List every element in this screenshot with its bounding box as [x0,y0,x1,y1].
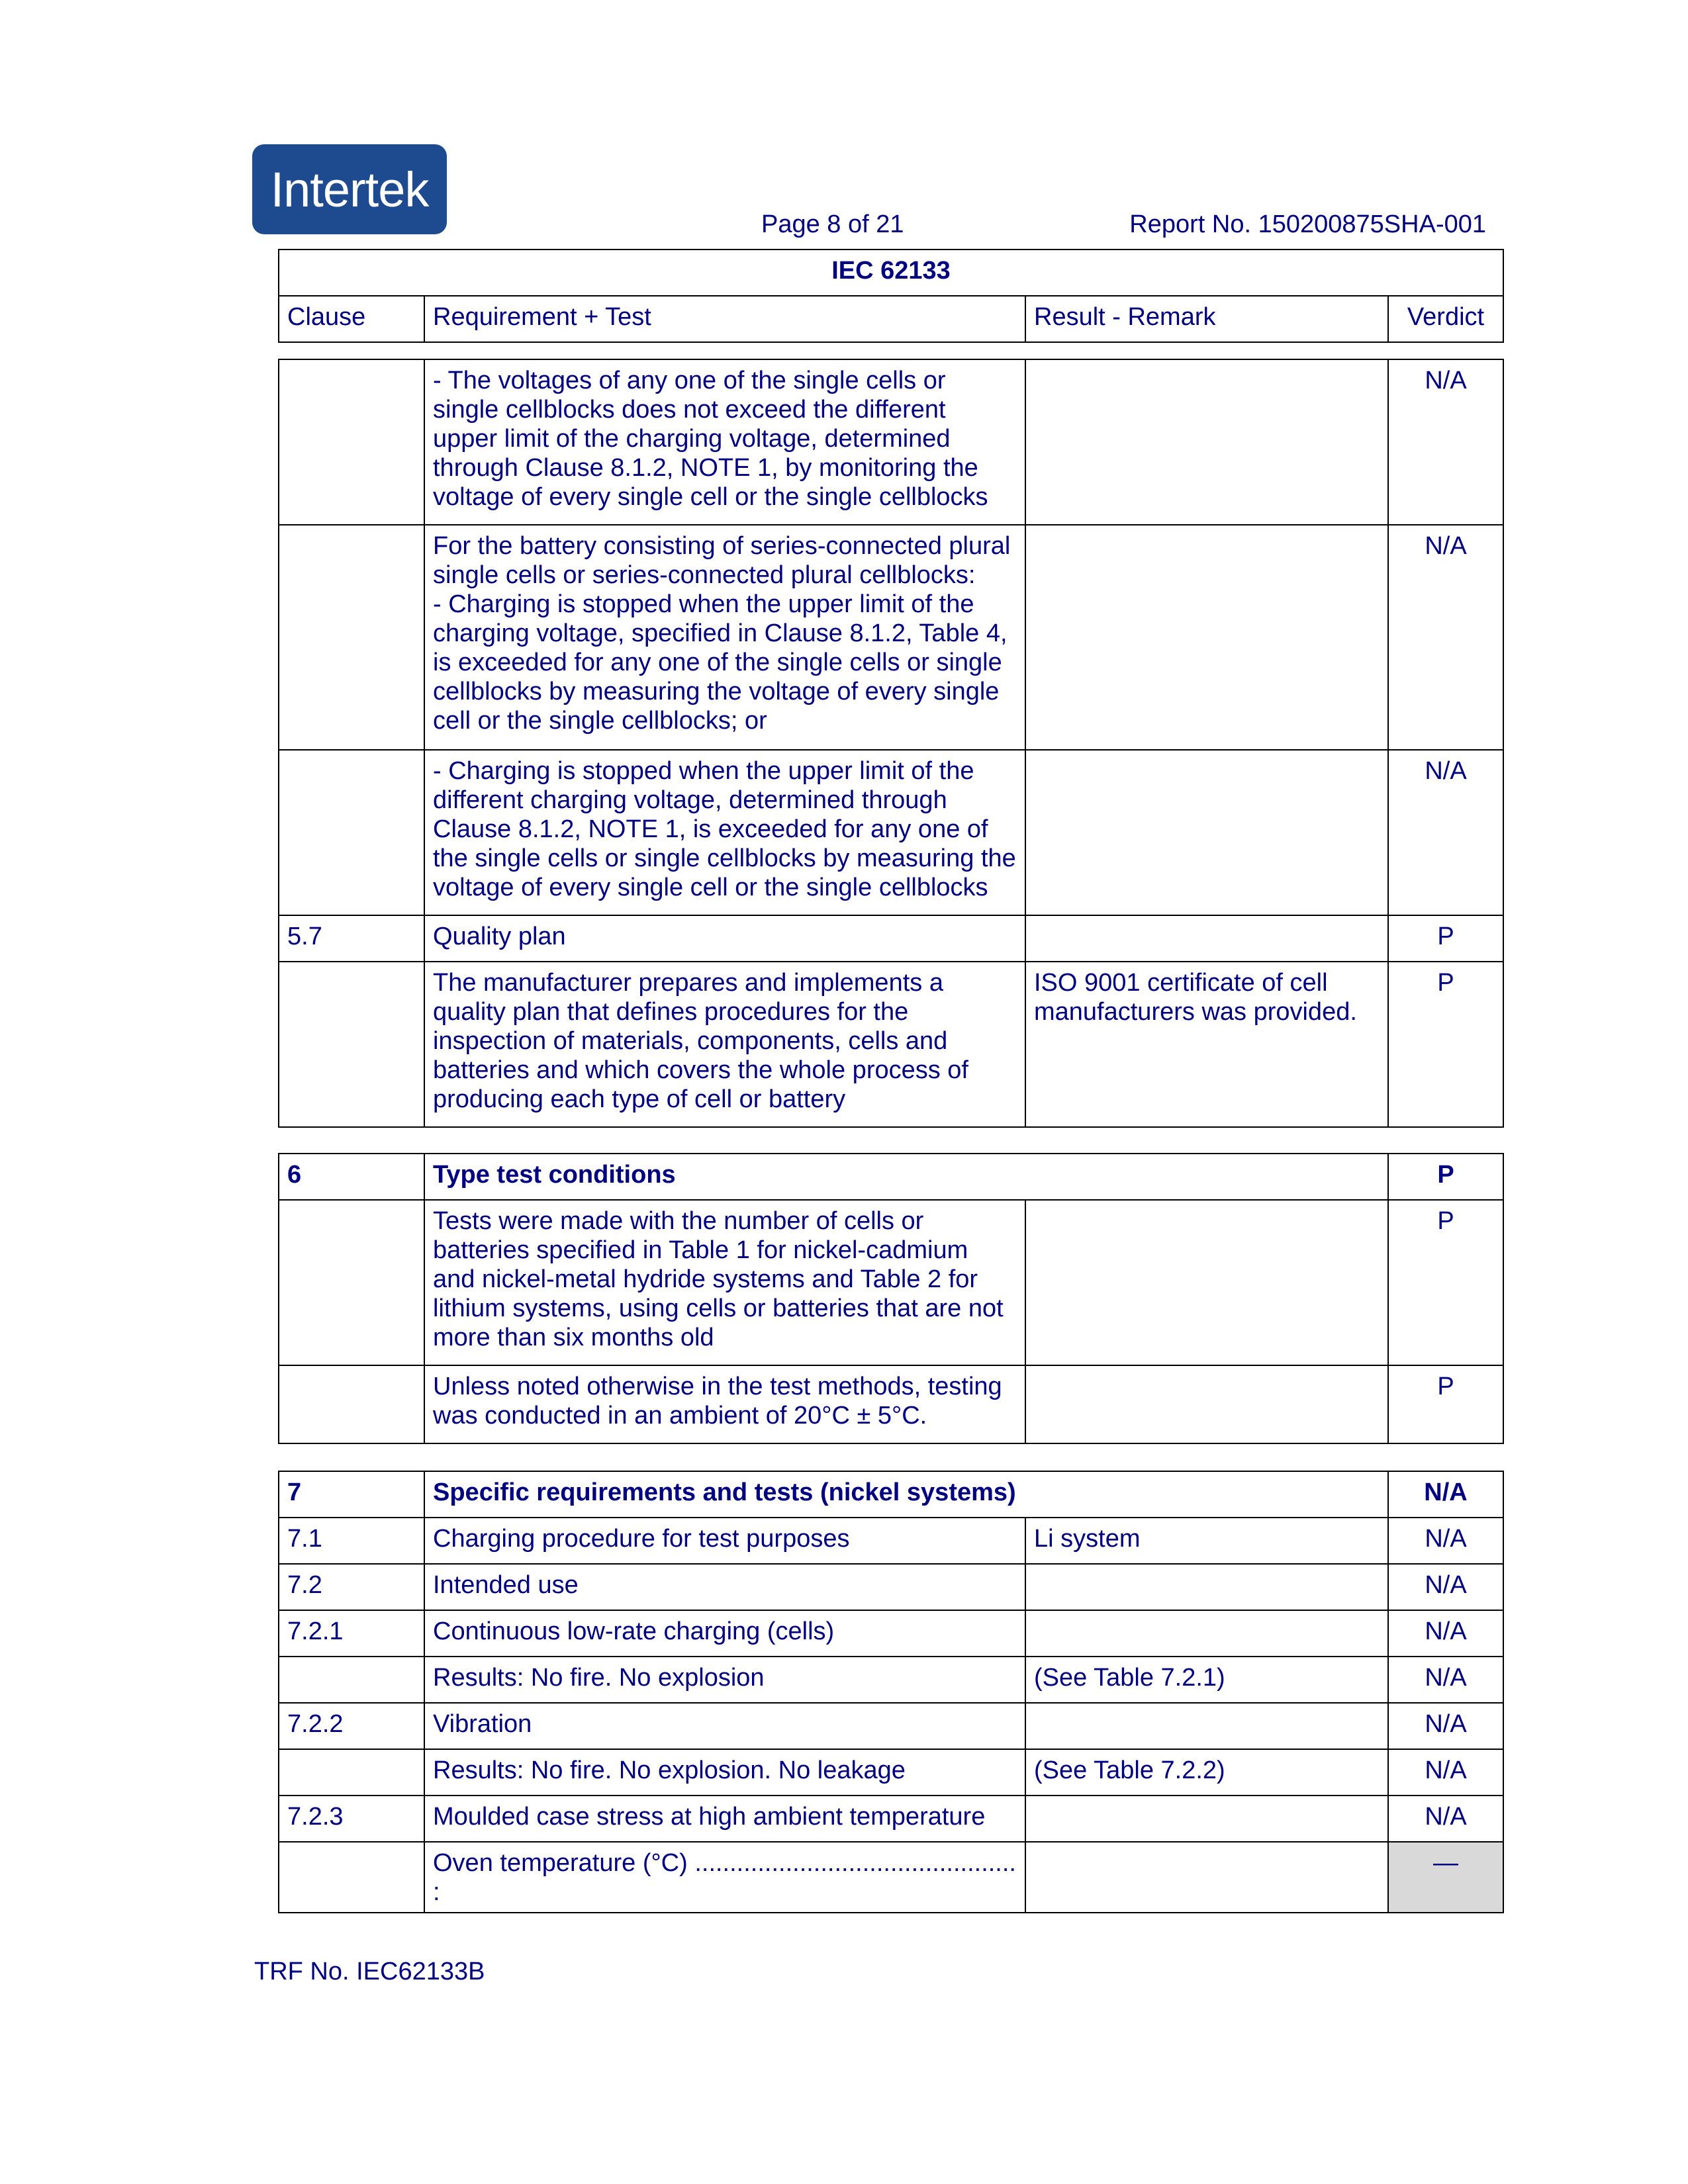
table-row [279,1610,1503,1657]
table-row [279,1842,1503,1913]
section-verdict: P [1388,1154,1503,1200]
logo-text: Intertek [270,161,429,217]
result-cell [1025,1703,1388,1749]
table-row [279,1200,1503,1365]
section-title: Type test conditions [424,1154,1388,1200]
verdict-cell: P [1388,962,1503,1127]
table-block-clause-5 [278,359,1504,1128]
result-cell [1025,525,1388,750]
result-cell [1025,1842,1388,1913]
table-row [279,1518,1503,1564]
requirement-cell: Intended use [424,1564,1025,1610]
verdict-cell: N/A [1388,525,1503,750]
verdict-cell: — [1388,1842,1503,1913]
verdict-cell: P [1388,1365,1503,1443]
clause-cell [279,359,424,525]
result-cell [1025,1796,1388,1842]
section-row [279,1154,1503,1200]
requirement-cell: Results: No fire. No explosion. No leakage [424,1749,1025,1796]
requirement-cell: Oven temperature (°C) .............................................. : [424,1842,1025,1913]
clause-cell [279,1657,424,1703]
section-row [279,1471,1503,1518]
requirement-cell: For the battery consisting of series-connected plural single cells or series-connected plural cellblocks: - Charging is stopped when the upper limit of the charging voltage, specified in Clause 8.1.2, Table 4, is exceeded for any one of the single cells or single cellblocks by measuring the voltage of every single cell or the single cellblocks; or [424,525,1025,750]
verdict-cell: N/A [1388,1657,1503,1703]
result-cell: Li system [1025,1518,1388,1564]
clause-cell: 7.1 [279,1518,424,1564]
requirement-cell: Tests were made with the number of cells or batteries specified in Table 1 for nickel-cadmium and nickel-metal hydride systems and Table 2 for lithium systems, using cells or batteries that are not more than six months old [424,1200,1025,1365]
verdict-cell: N/A [1388,1749,1503,1796]
result-cell [1025,915,1388,962]
clause-cell [279,962,424,1127]
clause-cell [279,1749,424,1796]
requirement-cell: Moulded case stress at high ambient temperature [424,1796,1025,1842]
table-row [279,359,1503,525]
page-number: Page 8 of 21 [761,210,904,238]
standard-title: IEC 62133 [279,250,1503,296]
verdict-cell: P [1388,1200,1503,1365]
section-clause: 6 [279,1154,424,1200]
col-header-clause: Clause [279,296,424,342]
requirement-cell: The manufacturer prepares and implements a quality plan that defines procedures for the inspection of materials, components, cells and batteries and which covers the whole process of producing each type of cell or battery [424,962,1025,1127]
verdict-cell: N/A [1388,750,1503,915]
result-cell: (See Table 7.2.2) [1025,1749,1388,1796]
verdict-cell: N/A [1388,359,1503,525]
result-cell: (See Table 7.2.1) [1025,1657,1388,1703]
intertek-logo [252,144,447,234]
clause-cell: 5.7 [279,915,424,962]
table-row [279,750,1503,915]
requirement-cell: Unless noted otherwise in the test methods, testing was conducted in an ambient of 20°C ± 5°C. [424,1365,1025,1443]
requirement-cell: Results: No fire. No explosion [424,1657,1025,1703]
clause-cell [279,1842,424,1913]
table-row [279,1703,1503,1749]
section-verdict: N/A [1388,1471,1503,1518]
clause-cell [279,525,424,750]
clause-cell [279,1200,424,1365]
clause-cell: 7.2 [279,1564,424,1610]
clause-cell: 7.2.1 [279,1610,424,1657]
clause-cell [279,750,424,915]
verdict-cell: P [1388,915,1503,962]
verdict-cell: N/A [1388,1610,1503,1657]
requirement-cell: Charging procedure for test purposes [424,1518,1025,1564]
table-block-clause-7 [278,1471,1504,1913]
col-header-requirement: Requirement + Test [424,296,1025,342]
result-cell [1025,1564,1388,1610]
result-cell [1025,1610,1388,1657]
table-row [279,915,1503,962]
table-row [279,962,1503,1127]
table-row [279,1365,1503,1443]
result-cell [1025,359,1388,525]
section-title: Specific requirements and tests (nickel systems) [424,1471,1388,1518]
requirement-cell: Quality plan [424,915,1025,962]
table-row [279,1564,1503,1610]
verdict-cell: N/A [1388,1564,1503,1610]
requirement-cell: Vibration [424,1703,1025,1749]
table-header [278,249,1504,343]
section-clause: 7 [279,1471,424,1518]
requirement-cell: Continuous low-rate charging (cells) [424,1610,1025,1657]
verdict-cell: N/A [1388,1703,1503,1749]
col-header-result: Result - Remark [1025,296,1388,342]
result-cell [1025,750,1388,915]
requirement-cell: - Charging is stopped when the upper limit of the different charging voltage, determined through Clause 8.1.2, NOTE 1, is exceeded for any one of the single cells or single cellblocks by measuring the voltage of every single cell or the single cellblocks [424,750,1025,915]
clause-cell [279,1365,424,1443]
requirement-cell: - The voltages of any one of the single cells or single cellblocks does not exceed the different upper limit of the charging voltage, determined through Clause 8.1.2, NOTE 1, by monitoring the voltage of every single cell or the single cellblocks [424,359,1025,525]
clause-cell: 7.2.3 [279,1796,424,1842]
result-cell: ISO 9001 certificate of cell manufacturers was provided. [1025,962,1388,1127]
report-number: Report No. 150200875SHA-001 [1129,210,1486,238]
table-row [279,1657,1503,1703]
result-cell [1025,1200,1388,1365]
table-block-clause-6 [278,1153,1504,1444]
table-row [279,1796,1503,1842]
result-cell [1025,1365,1388,1443]
clause-cell: 7.2.2 [279,1703,424,1749]
col-header-verdict: Verdict [1388,296,1503,342]
table-row [279,1749,1503,1796]
verdict-cell: N/A [1388,1518,1503,1564]
table-row [279,525,1503,750]
verdict-cell: N/A [1388,1796,1503,1842]
trf-number: TRF No. IEC62133B [254,1958,485,1985]
